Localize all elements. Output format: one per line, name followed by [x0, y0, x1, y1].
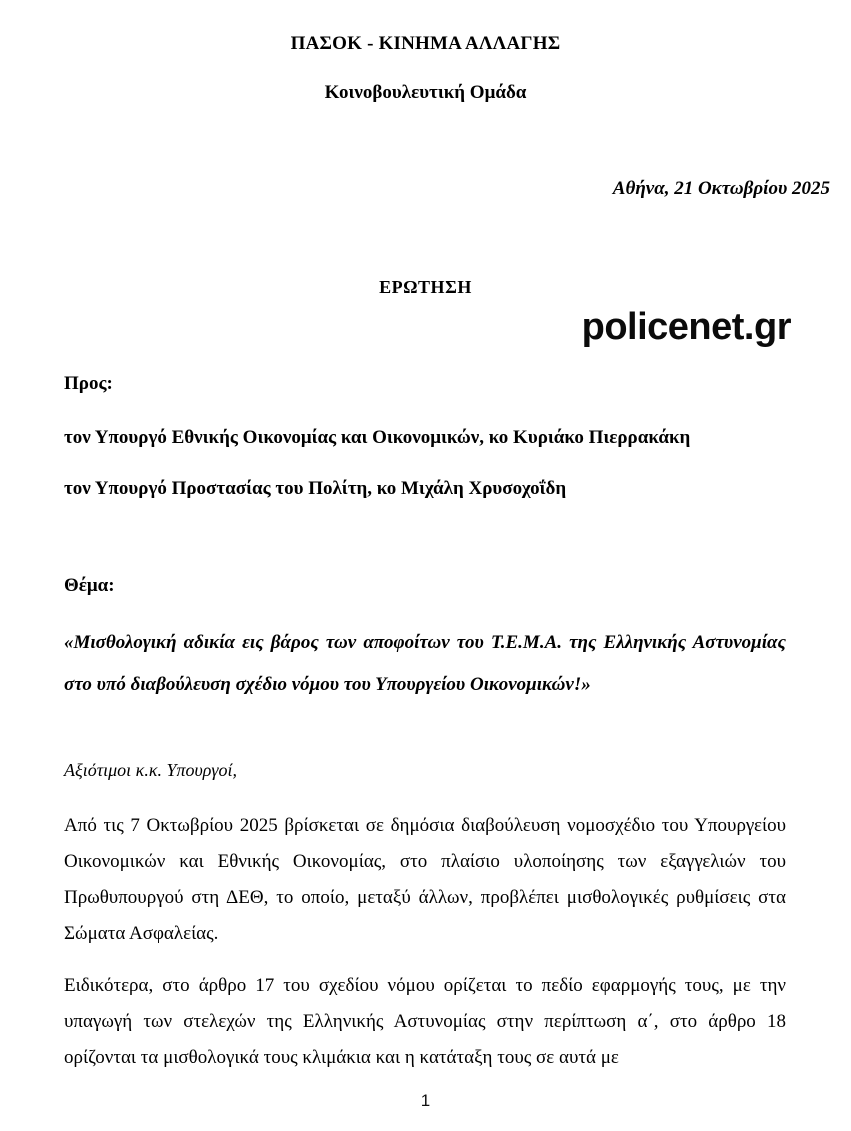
organization-title: ΠΑΣΟΚ - ΚΙΝΗΜΑ ΑΛΛΑΓΗΣ — [290, 33, 561, 54]
body-paragraph: Από τις 7 Οκτωβρίου 2025 βρίσκεται σε δημόσια διαβούλευση νομοσχέδιο του Υπουργείου Οικονομικών και Εθνικής Οικονομίας, στο πλαίσιο υλοποίησης των εξαγγελιών του Πρωθυπουργού στη ΔΕΘ, το οποίο, μεταξύ άλλων, προβλέπει μισθολογικές ρυθμίσεις στα Σώματα Ασφαλείας. — [64, 815, 786, 944]
page-number: 1 — [420, 1091, 431, 1110]
date-line: Αθήνα, 21 Οκτωβρίου 2025 — [612, 178, 830, 199]
body-paragraph: Ειδικότερα, στο άρθρο 17 του σχεδίου νόμου ορίζεται το πεδίο εφαρμογής τους, με την υπαγωγή των στελεχών της Ελληνικής Αστυνομίας στην περίπτωση α΄, στο άρθρο 18 ορίζονται τα μισθολογικά τους κλιμάκια και η κατάταξη τους σε αυτά με — [64, 975, 786, 1068]
organization-subtitle: Κοινοβουλευτική Ομάδα — [324, 82, 527, 103]
recipients-label: Προς: — [64, 373, 113, 394]
recipient-line: τον Υπουργό Εθνικής Οικονομίας και Οικονομικών, κο Κυριάκο Πιερρακάκη — [64, 427, 691, 448]
body-text — [64, 808, 786, 1076]
salutation: Αξιότιμοι κ.κ. Υπουργοί, — [64, 760, 237, 780]
document-type-heading: ΕΡΩΤΗΣΗ — [379, 277, 472, 297]
subject-text: «Μισθολογική αδικία εις βάρος των αποφοίτων του Τ.Ε.Μ.Α. της Ελληνικής Αστυνομίας στο υπό διαβούλευση σχέδιο νόμου του Υπουργείου Οικονομικών!» — [64, 632, 786, 695]
policenet-watermark: policenet.gr — [581, 306, 791, 348]
recipient-line: τον Υπουργό Προστασίας του Πολίτη, κο Μιχάλη Χρυσοχοΐδη — [64, 478, 567, 499]
subject-label: Θέμα: — [64, 575, 115, 596]
